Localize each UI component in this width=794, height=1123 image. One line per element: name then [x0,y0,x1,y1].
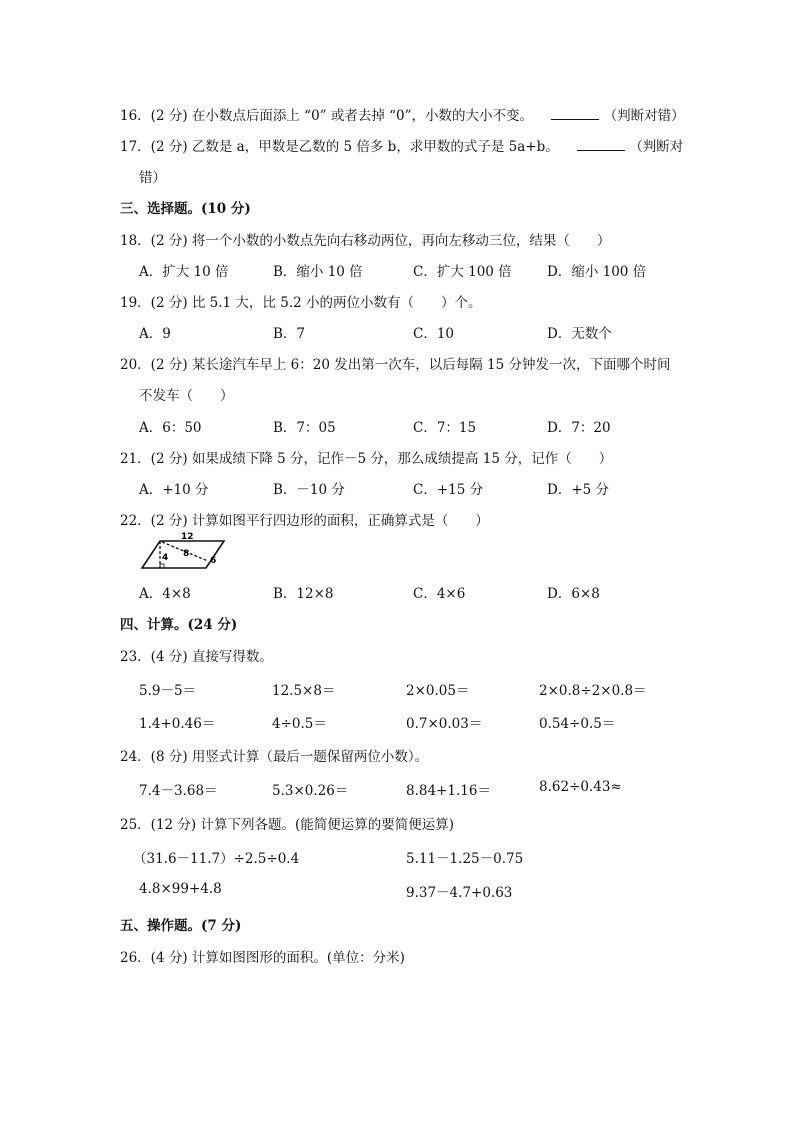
option-b[interactable]: B．12×8 [273,586,334,602]
calc-item: 5.11－1.25－0.75 [406,851,524,867]
question-16-text: 16．(2 分) 在小数点后面添上 “0” 或者去掉 “0”，小数的大小不变。 [120,108,534,124]
calc-item: 7.4－3.68＝ [139,783,218,799]
question-17-text: 17．(2 分) 乙数是 a，甲数是乙数的 5 倍多 b，求甲数的式子是 5a+b。 [120,139,559,155]
option-b[interactable]: B．7 [273,326,306,342]
question-20-continuation: 不发车（ ） [139,388,234,404]
question-21-text: 21．(2 分) 如果成绩下降 5 分，记作－5 分，那么成绩提高 15 分，记作（ ） [120,451,613,467]
question-17 [120,135,683,155]
option-c[interactable]: C．7：15 [413,420,477,436]
calc-item: 0.54÷0.5＝ [539,716,616,732]
calc-item: 4.8×99+4.8 [139,881,222,897]
question-19-options [139,322,699,342]
question-18-text: 18．(2 分) 将一个小数的小数点先向右移动两位，再向左移动三位，结果（ ） [120,233,611,249]
answer-blank[interactable] [551,107,599,120]
question-21-options [139,478,699,498]
answer-blank[interactable] [577,138,625,151]
label-height-8: 8 [183,549,190,559]
question-24-row [139,779,699,799]
option-d[interactable]: D．+5 分 [547,482,610,498]
calc-item: 2×0.8÷2×0.8＝ [539,683,647,699]
option-a[interactable]: A．9 [139,326,171,342]
question-19-text: 19．(2 分) 比 5.1 大，比 5.2 小的两位小数有（ ）个。 [120,295,482,311]
option-d[interactable]: D．缩小 100 倍 [547,264,647,280]
question-20-text: 20．(2 分) 某长途汽车早上 6：20 发出第一次车，以后每隔 15 分钟发一次，下面哪个时间 [120,357,671,373]
question-24-text: 24．(8 分) 用竖式计算（最后一题保留两位小数）。 [120,749,429,765]
label-side-6: 6 [210,556,217,566]
calc-item: 5.3×0.26＝ [272,783,349,799]
question-23-text: 23．(4 分) 直接写得数。 [120,649,273,665]
option-a[interactable]: A．4×8 [139,586,191,602]
calc-item: 0.7×0.03＝ [406,716,483,732]
calc-item: 12.5×8＝ [272,683,336,699]
question-25-row-1 [133,847,699,867]
option-a[interactable]: A．6：50 [139,420,202,436]
option-d[interactable]: D．6×8 [547,586,600,602]
question-23-row-1 [139,679,699,699]
question-23-row-2 [139,712,699,732]
calc-item: 8.62÷0.43≈ [539,779,622,795]
section-3-heading: 三、选择题。(10 分) [120,201,251,217]
option-c[interactable]: C．+15 分 [413,482,484,498]
option-d[interactable]: D．无数个 [547,326,612,342]
calc-item: 2×0.05＝ [406,683,470,699]
calc-item: （31.6－11.7）÷2.5÷0.4 [133,851,300,867]
option-d[interactable]: D．7：20 [547,420,611,436]
calc-item: 5.9－5＝ [139,683,197,699]
option-a[interactable]: A．扩大 10 倍 [139,264,229,280]
question-20-options [139,416,699,436]
label-height-4: 4 [162,553,169,563]
question-16-tail: （判断对错） [603,108,685,124]
option-b[interactable]: B．缩小 10 倍 [273,264,363,280]
label-base-12: 12 [181,532,194,542]
calc-item: 1.4+0.46＝ [139,716,216,732]
question-17-tail: （判断对 [629,139,684,155]
question-18-options [139,260,699,280]
calc-item: 8.84+1.16＝ [406,783,491,799]
calc-item: 4÷0.5＝ [272,716,327,732]
option-c[interactable]: C．4×6 [413,586,466,602]
option-b[interactable]: B．7：05 [273,420,336,436]
parallelogram-figure [140,531,230,573]
question-22-text: 22．(2 分) 计算如图平行四边形的面积，正确算式是（ ） [120,513,489,529]
option-c[interactable]: C．10 [413,326,455,342]
option-c[interactable]: C．扩大 100 倍 [413,264,512,280]
option-b[interactable]: B．－10 分 [273,482,345,498]
question-25-row-2 [139,881,699,901]
option-a[interactable]: A．+10 分 [139,482,209,498]
section-5-heading: 五、操作题。(7 分) [120,918,242,934]
question-17-continuation: 错） [139,170,166,186]
question-16 [120,104,685,124]
question-25-text: 25．(12 分) 计算下列各题。(能简便运算的要简便运算) [120,817,455,833]
question-26-text: 26．(4 分) 计算如图图形的面积。(单位：分米) [120,950,405,966]
calc-item: 9.37－4.7+0.63 [406,885,513,901]
section-4-heading: 四、计算。(24 分) [120,617,238,633]
question-22-options [139,582,699,602]
